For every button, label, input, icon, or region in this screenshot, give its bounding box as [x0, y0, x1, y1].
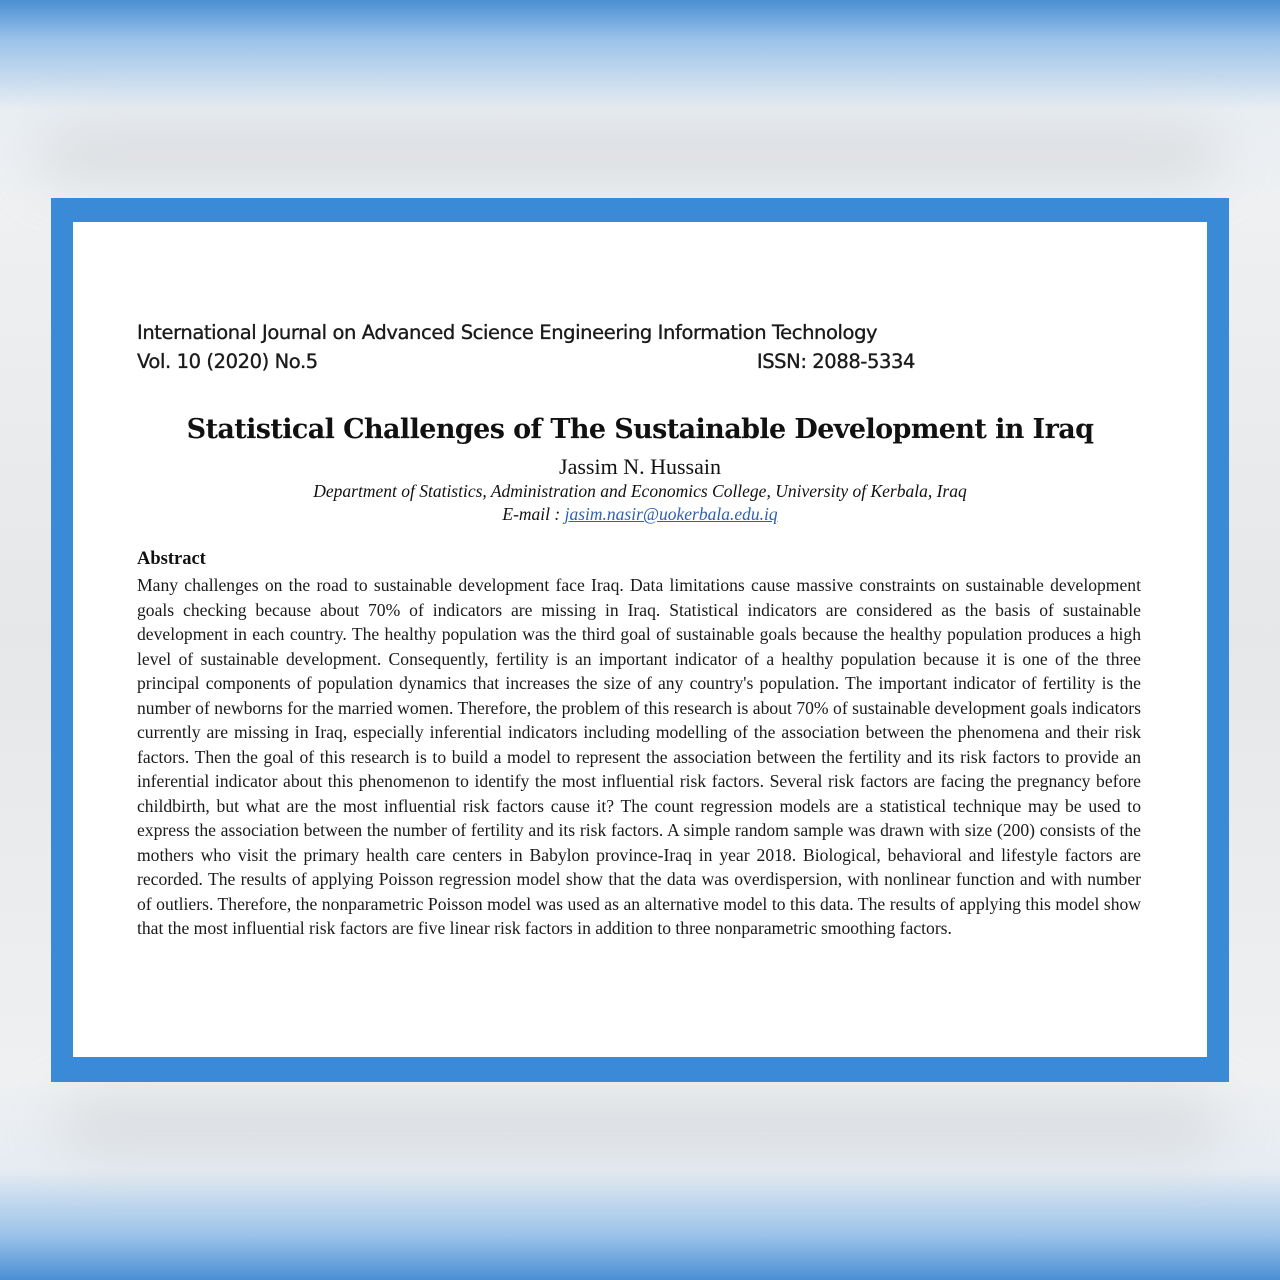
journal-issn: ISSN: 2088-5334 — [756, 350, 915, 373]
background-blur-bottom — [60, 1100, 1220, 1150]
journal-volume: Vol. 10 (2020) No.5 — [137, 350, 318, 373]
email-row — [73, 504, 1207, 525]
paper-title: Statistical Challenges of The Sustainable Development in Iraq — [186, 414, 1094, 445]
email-label: E-mail : — [502, 504, 565, 524]
paper-author: Jassim N. Hussain — [559, 454, 721, 479]
document-frame — [51, 198, 1229, 1082]
abstract-heading: Abstract — [137, 549, 206, 569]
paper-page — [73, 222, 1207, 1057]
email-link[interactable]: jasim.nasir@uokerbala.edu.iq — [564, 504, 778, 524]
journal-header — [137, 318, 915, 376]
journal-meta-row — [137, 347, 915, 376]
background-blur-top — [40, 130, 1220, 180]
abstract-text: Many challenges on the road to sustainable development face Iraq. Data limitations cause massive constraints on sustainable development goals checking because about 70% of indicators are missing in Iraq. Statistical indicators are considered as the basis of sustainable development in each country. The healthy population was the third goal of sustainable goals because the healthy population produces a high level of sustainable development. Consequently, fertility is an important indicator of a healthy population because it is one of the three principal components of population dynamics that increases the size of any country's population. The important indicator of fertility is the number of newborns for the married women. Therefore, the problem of this research is about 70% of sustainable development goals indicators currently are missing in Iraq, especially inferential indicators including modelling of the association between the phenomena and their risk factors. Then the goal of this research is to build a model to represent the association between the fertility and its risk factors to provide an inferential indicator about this phenomenon to identify the most influential risk factors. Several risk factors are facing the pregnancy before childbirth, but what are the most influential risk factors cause it? The count regression models are a statistical technique may be used to express the association between the number of fertility and its risk factors. A simple random sample was drawn with size (200) consists of the mothers who visit the primary health care centers in Babylon province-Iraq in year 2018. Biological, behavioral and lifestyle factors are recorded. The results of applying Poisson regression model show that the data was overdispersion, with nonlinear function and with number of outliers. Therefore, the nonparametric Poisson model was used as an alternative model to this data. The results of applying this model show that the most influential risk factors are five linear risk factors in addition to three nonparametric smoothing factors. — [137, 575, 1141, 938]
paper-affiliation: Department of Statistics, Administration and Economics College, University of Kerbala, Iraq — [313, 481, 967, 501]
journal-name: International Journal on Advanced Science Engineering Information Technology — [137, 321, 878, 344]
